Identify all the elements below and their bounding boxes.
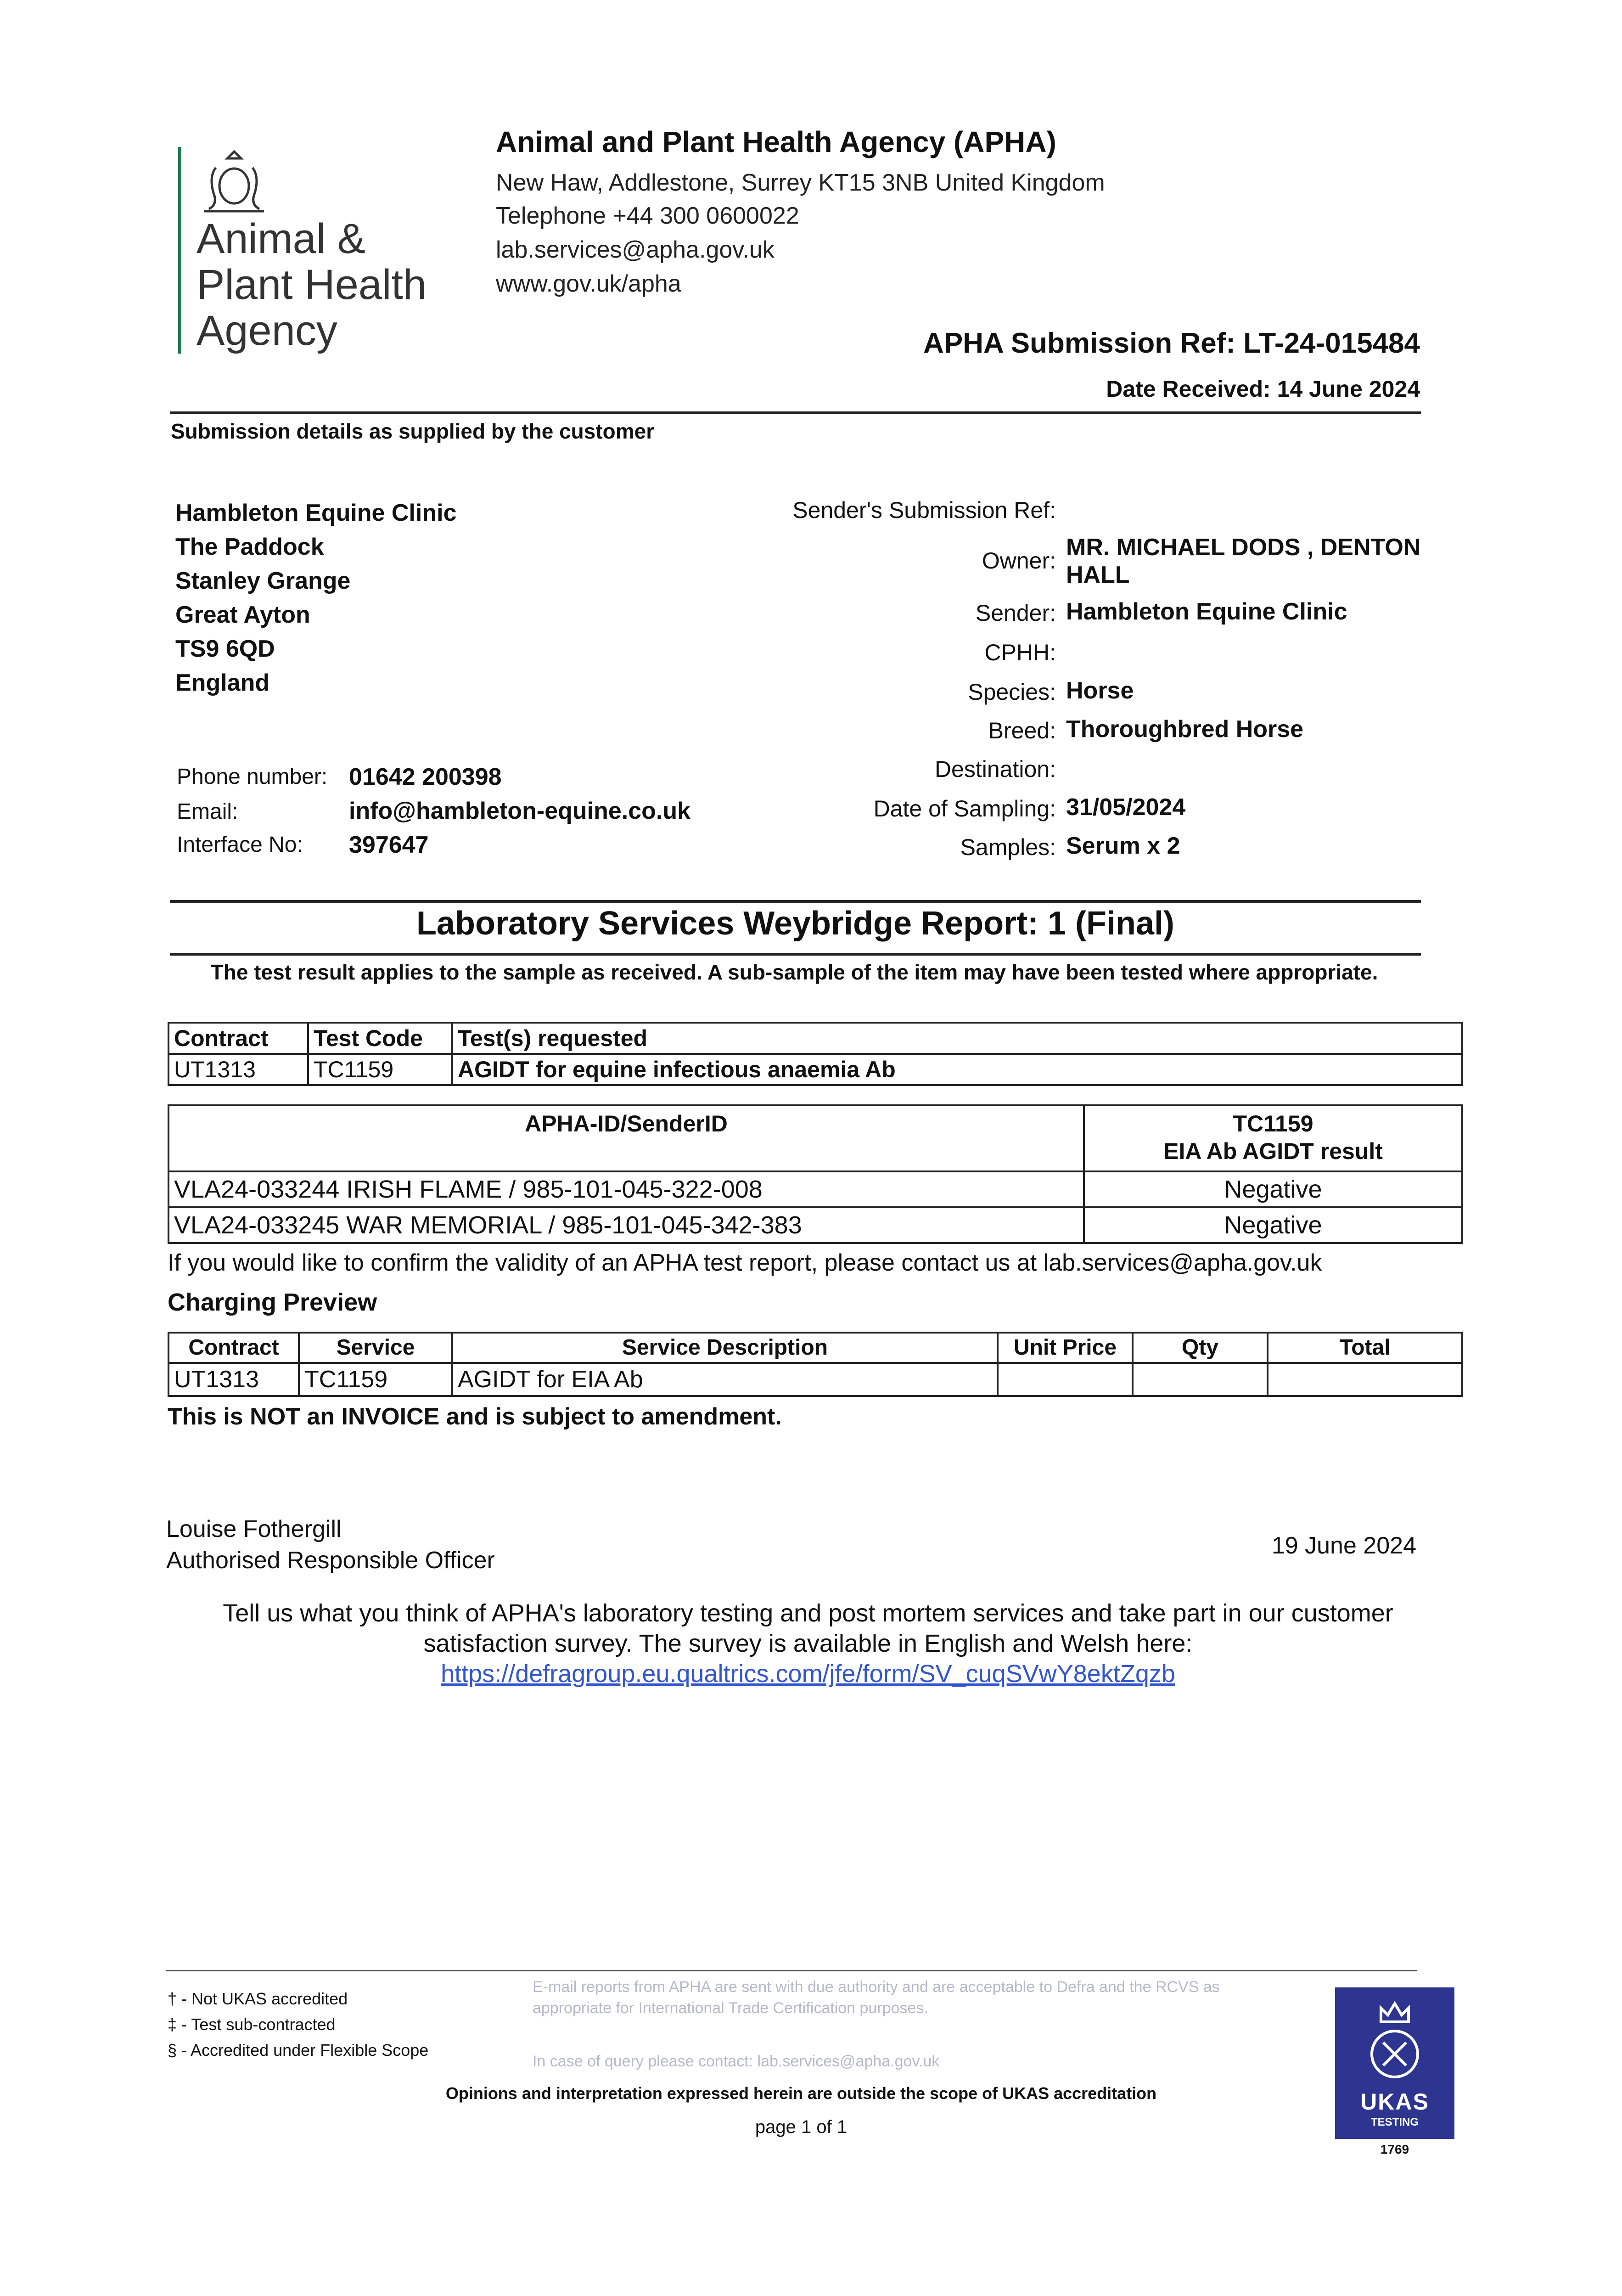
species-value: Horse	[1066, 677, 1134, 704]
table-header-row	[168, 1023, 1462, 1054]
interface-value: 397647	[349, 832, 429, 858]
ukas-sub: TESTING	[1370, 2116, 1419, 2128]
senders-ref-label: Sender's Submission Ref:	[792, 497, 1056, 523]
phone-label: Phone number:	[177, 765, 328, 789]
survey-block	[174, 1598, 1442, 1689]
column-header: Test(s) requested	[452, 1023, 1462, 1054]
ukas-badge	[1335, 1987, 1454, 2139]
agency-telephone: Telephone +44 300 0600022	[496, 203, 799, 229]
contract-cell: UT1313	[168, 1054, 308, 1085]
report-divider-top	[170, 900, 1421, 903]
report-divider-bottom	[170, 953, 1421, 956]
qty-cell	[1133, 1363, 1268, 1396]
charging-preview-title: Charging Preview	[168, 1289, 377, 1316]
agency-address: New Haw, Addlestone, Surrey KT15 3NB United Kingdom	[496, 169, 1105, 196]
survey-line: satisfaction survey. The survey is available in English and Welsh here:	[423, 1630, 1193, 1657]
sender-value: Hambleton Equine Clinic	[1066, 598, 1347, 625]
legend-item: † - Not UKAS accredited	[168, 1989, 348, 2008]
contract-cell: UT1313	[168, 1363, 299, 1396]
column-header: Contract	[168, 1023, 308, 1054]
logo-bar	[178, 147, 181, 354]
footer-divider	[166, 1970, 1417, 1971]
test-requested-cell: AGIDT for equine infectious anaemia Ab	[452, 1054, 1462, 1085]
total-cell	[1268, 1363, 1462, 1396]
test-code-cell: TC1159	[308, 1054, 452, 1085]
column-header: Unit Price	[998, 1333, 1133, 1363]
survey-link[interactable]: https://defragroup.eu.qualtrics.com/jfe/form/SV_cuqSVwY8ektZqzb	[441, 1660, 1175, 1688]
logo-line: Plant Health	[196, 261, 427, 308]
email-label: Email:	[177, 799, 238, 824]
cphh-label: CPHH:	[984, 640, 1056, 665]
address-line: The Paddock	[175, 534, 324, 560]
table-row	[168, 1054, 1462, 1085]
samples-value: Serum x 2	[1066, 833, 1180, 859]
submission-ref: APHA Submission Ref: LT-24-015484	[923, 327, 1420, 359]
logo-line: Agency	[196, 307, 337, 354]
interface-label: Interface No:	[177, 833, 303, 857]
address-line: Great Ayton	[175, 602, 310, 628]
address-line: Stanley Grange	[175, 568, 351, 594]
confirm-validity-note: If you would like to confirm the validity of an APHA test report, please contact us at lab.services@apha.gov.uk	[168, 1249, 1322, 1276]
not-invoice-note: This is NOT an INVOICE and is subject to amendment.	[168, 1403, 782, 1430]
result-header-name: EIA Ab AGIDT result	[1163, 1138, 1383, 1164]
agency-email[interactable]: lab.services@apha.gov.uk	[496, 236, 775, 263]
applies-note: The test result applies to the sample as received. A sub-sample of the item may have been tested where appropriate.	[210, 960, 1378, 984]
column-header: Service	[299, 1333, 452, 1363]
breed-label: Breed:	[988, 718, 1056, 743]
page-number: page 1 of 1	[755, 2117, 847, 2137]
result-header-code: TC1159	[1233, 1111, 1313, 1137]
result-cell: Negative	[1084, 1171, 1462, 1207]
header-divider	[170, 411, 1421, 414]
sample-id-cell: VLA24-033244 IRISH FLAME / 985-101-045-322-008	[168, 1171, 1084, 1207]
owner-value: MR. MICHAEL DODS , DENTON HALL	[1066, 534, 1421, 588]
samples-label: Samples:	[960, 834, 1056, 860]
sign-date: 19 June 2024	[1271, 1532, 1416, 1559]
agency-name: Animal and Plant Health Agency (APHA)	[496, 125, 1056, 158]
owner-label: Owner:	[982, 548, 1056, 574]
species-label: Species:	[968, 679, 1056, 705]
email-reports-note: E-mail reports from APHA are sent with due authority and are acceptable to Defra and the RCVS as appropriate for International Trade Certification purposes.	[533, 1978, 1220, 2017]
service-description-cell: AGIDT for EIA Ab	[452, 1363, 998, 1396]
unit-price-cell	[998, 1363, 1133, 1396]
charging-table	[168, 1332, 1463, 1397]
column-header: Service Description	[452, 1333, 998, 1363]
agency-logo-text	[196, 216, 427, 354]
email-value[interactable]: info@hambleton-equine.co.uk	[349, 798, 691, 824]
customer-address	[175, 496, 457, 700]
signer-role: Authorised Responsible Officer	[166, 1547, 495, 1574]
address-line: TS9 6QD	[175, 636, 275, 662]
query-note: In case of query please contact: lab.services@apha.gov.uk	[533, 2053, 940, 2070]
agency-website[interactable]: www.gov.uk/apha	[496, 270, 681, 297]
phone-value: 01642 200398	[349, 764, 502, 790]
column-header: Total	[1268, 1333, 1462, 1363]
table-row	[168, 1171, 1462, 1207]
date-sampling-label: Date of Sampling:	[873, 796, 1056, 822]
sender-label: Sender:	[975, 600, 1056, 626]
table-row	[168, 1207, 1462, 1243]
date-sampling-value: 31/05/2024	[1066, 794, 1186, 821]
ukas-crown-icon	[1363, 1997, 1427, 2084]
column-header: APHA-ID/SenderID	[168, 1105, 1084, 1171]
ukas-name: UKAS	[1360, 2089, 1429, 2115]
royal-crest-icon	[195, 149, 273, 214]
report-title: Laboratory Services Weybridge Report: 1 (Final)	[416, 905, 1175, 942]
results-table	[168, 1104, 1463, 1244]
column-header: Contract	[168, 1333, 299, 1363]
address-line: England	[175, 670, 270, 696]
service-cell: TC1159	[299, 1363, 452, 1396]
sample-id-cell: VLA24-033245 WAR MEMORIAL / 985-101-045-342-383	[168, 1207, 1084, 1243]
breed-value: Thoroughbred Horse	[1066, 716, 1304, 743]
result-cell: Negative	[1084, 1207, 1462, 1243]
ukas-number: 1769	[1380, 2142, 1409, 2156]
column-header: Qty	[1133, 1333, 1268, 1363]
signer-name: Louise Fothergill	[166, 1516, 342, 1542]
survey-line: Tell us what you think of APHA's laboratory testing and post mortem services and take part in our customer	[223, 1599, 1393, 1627]
legend-item: ‡ - Test sub-contracted	[168, 2015, 336, 2034]
table-row	[168, 1363, 1462, 1396]
column-header: Test Code	[308, 1023, 452, 1054]
legend-item: § - Accredited under Flexible Scope	[168, 2041, 429, 2060]
date-received: Date Received: 14 June 2024	[1106, 376, 1420, 402]
submission-section-label: Submission details as supplied by the customer	[171, 419, 655, 443]
table-header-row	[168, 1333, 1462, 1363]
logo-line: Animal &	[196, 215, 366, 262]
destination-label: Destination:	[934, 756, 1056, 782]
result-column-header	[1084, 1105, 1462, 1171]
table-header-row	[168, 1105, 1462, 1171]
tests-table	[168, 1022, 1463, 1086]
address-line: Hambleton Equine Clinic	[175, 500, 457, 526]
ukas-opinion-note: Opinions and interpretation expressed herein are outside the scope of UKAS accreditation	[445, 2084, 1157, 2103]
